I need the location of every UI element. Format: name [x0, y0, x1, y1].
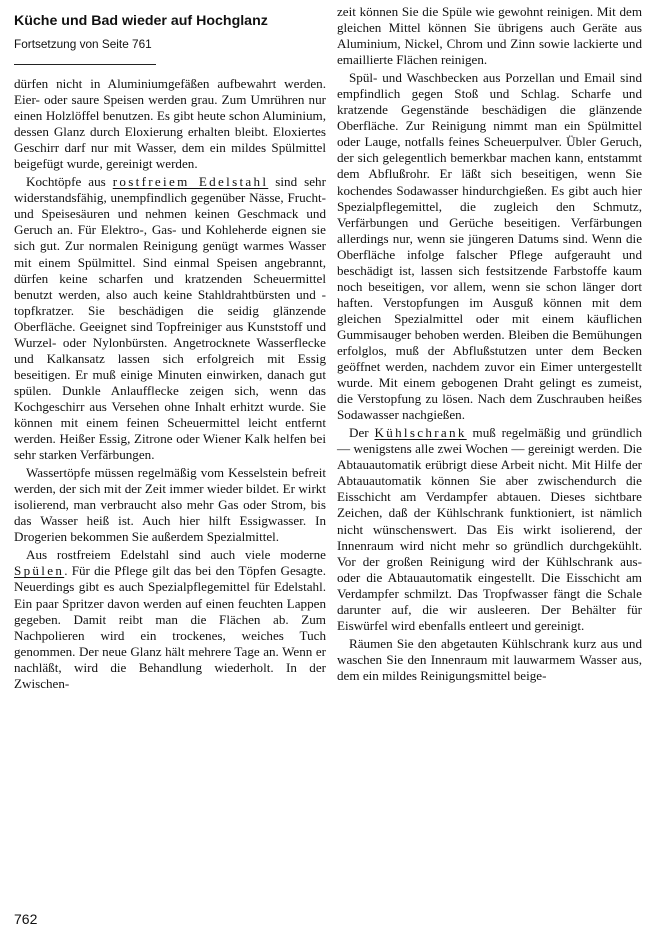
- paragraph-wassertoepfe: Wassertöpfe müssen regelmäßig vom Kesselstein befreit werden, der sich mit der Zeit immer wieder bildet. Er wirkt isolierend, man verbraucht also mehr Gas oder Strom, bis das Wasser heiß ist. Auch hier hilft Essigwasser. In Drogerien bekommen Sie außerdem Spezialmittel.: [14, 465, 326, 545]
- paragraph-waschbecken: Spül- und Waschbecken aus Porzellan und Email sind empfindlich gegen Stoß und Schlag. Scharfe und kratzende Gegenstände beschädigen die glänzende Oberfläche. Zur Reinigung nimmt man ein Spülmittel oder Lauge, notfalls feines Scheuerpulver. Übler Geruch, der sich gelegentlich bemerkbar machen kann, entstammt dem Abflußrohr. Er läßt sich beseitigen, wenn Sie kochendes Sodawasser hindurchgießen. Es gibt auch hier Spezialpflegemittel, die zugleich den Schmutz, Verfärbungen und Gerüche beseitigen. Verfärbungen allerdings nur, wenn sie jüngeren Datums sind. Wenn die Oberfläche infolge falscher Pflege aufgerauht und beschädigt ist, lassen sich festsitzende Farbstoffe kaum noch beseitigen, vor allem, wenn sie schon länger dort haften. Verstopfungen im Ausguß können mit dem gleichen Spezialmittel oder mit einem käuflichen Gummisauger behoben werden. Bleiben die Bemühungen erfolglos, muß der Abflußstutzen unter dem Becken geöffnet werden, nachdem zuvor ein Eimer untergestellt wurde. Mit einem gebogenen Draht gelingt es zumeist, die Verstopfung zu lösen. Nach dem Zuschrauben heißes Sodawasser nachgießen.: [337, 70, 642, 423]
- paragraph-aluminium: dürfen nicht in Aluminiumgefäßen aufbewahrt werden. Eier- oder saure Speisen werden grau. Zum Umrühren nur einen Holzlöffel benutzen. Es gibt heute schon Aluminium, dessen Glanz durch Eloxierung erhalten bleibt. Eloxiertes Geschirr darf nur mit Wasser, dem ein mildes Spülmittel beigefügt wurde, gereinigt werden.: [14, 76, 326, 172]
- right-column: [337, 4, 642, 684]
- paragraph-spuelen-lead: Aus rostfreiem Edelstahl sind auch viele moderne: [26, 547, 326, 563]
- header-rule: [14, 64, 156, 65]
- paragraph-abtauen: Räumen Sie den abgetauten Kühlschrank kurz aus und waschen Sie den Innenraum mit lauwarmem Wasser aus, dem ein mildes Reinigungsmittel beige-: [337, 635, 642, 683]
- paragraph-kuehlschrank-body: muß regelmäßig und gründlich — wenigstens alle zwei Wochen — gereinigt werden. Die Abtauautomatik erübrigt diese Arbeit nicht. Mit Hilfe der Abtauautomatik können Sie aber zwischendurch die Eisschicht am Verdampfer abtauen. Dieses sichtbare Zeichen, daß der Kühlschrank funktioniert, ist nämlich nicht wünschenswert. Das Eis wirkt isolierend, der Innenraum wird nicht mehr so gründlich durchgekühlt. Vor der großen Reinigung wird der Kühlschrank aus- oder die Abtauautomatik eingestellt. Die Eisschicht am Verdampfer schmilzt. Das Tropfwasser fängt die Schale darunter auf, die wir ausleeren. Der Behälter für Eiswürfel wird ebenfalls entleert und gereinigt.: [337, 425, 643, 633]
- paragraph-spuele-continued: zeit können Sie die Spüle wie gewohnt reinigen. Mit dem gleichen Mittel können Sie übrigens auch Geräte aus Aluminium, Nickel, Chrom und Zinn sowie lackierte und emaillierte Flächen reinigen.: [337, 4, 642, 68]
- paragraph-edelstahl-body: sind sehr widerstandsfähig, unempfindlich gegenüber Nässe, Frucht- und Speisesäuren und nehmen keinen Geschmack und Geruch an. Für Elektro-, Gas- und Kohleherde eignen sie sich gut. Zur normalen Reinigung genügt warmes Wasser mit einem Spülmittel. Sind einmal Speisen angebrannt, dürfen keine scharfen und kratzenden Scheuermittel benutzt werden, also auch keine Stahldrahtbürsten und -topfkratzer. Sie beschädigen die seidig glänzende Oberfläche. Geeignet sind Topfreiniger aus Kunststoff und Wurzel- oder Nylonbürsten. Angetrocknete Wasserflecke und Kalkansatz lassen sich erfolgreich mit Essig beseitigen. Er muß einige Minuten einwirken, danach gut spülen. Dunkle Anlaufflecke zeigen sich, wenn das Kochgeschirr aus Versehen ohne Inhalt erhitzt wurde. Sie können mit einem feinen Scheuermittel leicht entfernt werden. Heißer Essig, Zitrone oder Wiener Kalk helfen bei sehr starken Verfärbungen.: [14, 174, 326, 463]
- keyword-spuelen: Spülen: [14, 563, 65, 579]
- paragraph-spuelen-body: . Für die Pflege gilt das bei den Töpfen Gesagte. Neuerdings gibt es auch Spezialpflegemittel für Edelstahl. Ein paar Spritzer davon werden auf einen feuchten Lappen gegeben. Damit reibt man die Flächen ab. Zum Nachpolieren wird ein trockenes, weiches Tuch genommen. Der neue Glanz hält mehrere Tage an. Wenn er nachläßt, wird die Behandlung wiederholt. In der Zwischen-: [14, 563, 326, 691]
- paragraph-edelstahl-lead: Kochtöpfe aus: [26, 174, 113, 190]
- paragraph-spuelen: [14, 547, 326, 691]
- paragraph-edelstahl: [14, 174, 326, 463]
- keyword-kuehlschrank: Kühlschrank: [374, 425, 467, 441]
- article-title: Küche und Bad wieder auf Hochglanz: [14, 13, 268, 29]
- left-column: [14, 4, 326, 692]
- keyword-rostfreiem-edelstahl: rostfreiem Edelstahl: [112, 174, 269, 190]
- page-number: 762: [14, 911, 38, 927]
- paragraph-kuehlschrank-lead: Der: [349, 425, 375, 441]
- continuation-note: Fortsetzung von Seite 761: [14, 37, 152, 51]
- paragraph-kuehlschrank: [337, 425, 642, 634]
